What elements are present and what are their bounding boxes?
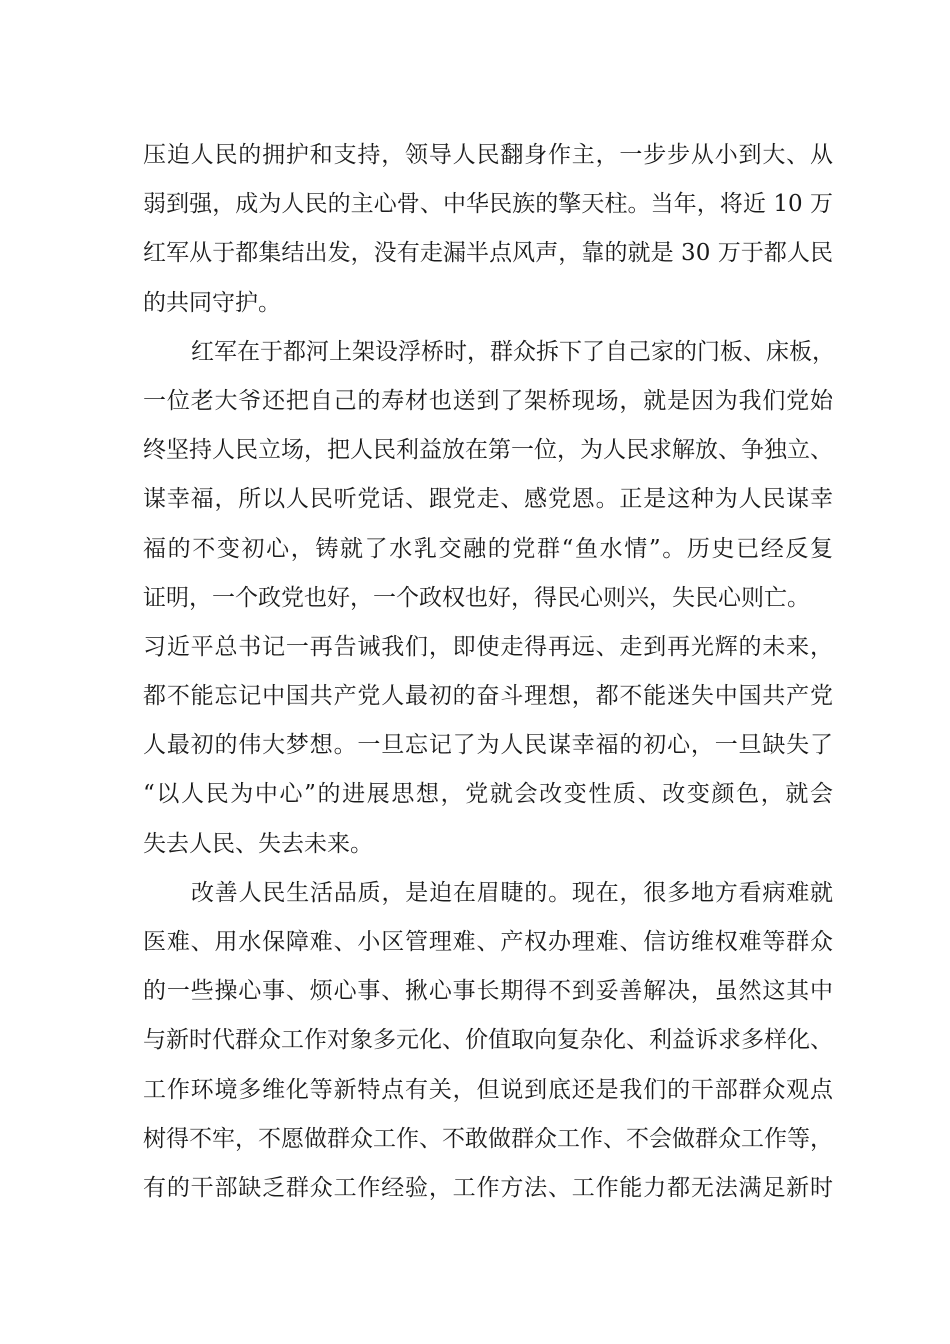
text-line: 谋幸福，所以人民听党话、跟党走、感党恩。正是这种为人民谋幸 <box>143 486 833 513</box>
text-line: 弱到强，成为人民的主心骨、中华民族的擎天柱。当年，将近 10 万 <box>143 191 833 218</box>
text-line: 人最初的伟大梦想。一旦忘记了为人民谋幸福的初心，一旦缺失了 <box>143 732 833 759</box>
text-line: 有的干部缺乏群众工作经验，工作方法、工作能力都无法满足新时 <box>143 1174 833 1201</box>
text-line: 与新时代群众工作对象多元化、价值取向复杂化、利益诉求多样化、 <box>143 1027 833 1054</box>
text-line: 证明，一个政党也好，一个政权也好，得民心则兴，失民心则亡。 <box>143 584 810 611</box>
text-line: 工作环境多维化等新特点有关，但说到底还是我们的干部群众观点 <box>143 1076 833 1103</box>
text-line: 压迫人民的拥护和支持，领导人民翻身作主，一步步从小到大、从 <box>143 142 833 168</box>
text-line: 失去人民、失去未来。 <box>143 830 373 857</box>
text-line: 红军从于都集结出发，没有走漏半点风声，靠的就是 30 万于都人民 <box>143 240 833 267</box>
text-line: 终坚持人民立场，把人民利益放在第一位，为人民求解放、争独立、 <box>143 437 833 464</box>
text-line: 习近平总书记一再告诫我们，即使走得再远、走到再光辉的未来， <box>143 633 833 660</box>
text-line: 的共同守护。 <box>143 289 281 316</box>
text-line: 改善人民生活品质，是迫在眉睫的。现在，很多地方看病难就 <box>191 879 833 906</box>
text-line: 的一些操心事、烦心事、揪心事长期得不到妥善解决，虽然这其中 <box>143 978 833 1005</box>
text-line: 树得不牢，不愿做群众工作、不敢做群众工作、不会做群众工作等， <box>143 1125 833 1152</box>
text-line: 一位老大爷还把自己的寿材也送到了架桥现场，就是因为我们党始 <box>143 387 833 414</box>
text-line: 红军在于都河上架设浮桥时，群众拆下了自己家的门板、床板， <box>191 338 835 365</box>
text-line: 医难、用水保障难、小区管理难、产权办理难、信访维权难等群众 <box>143 929 833 955</box>
text-line: 都不能忘记中国共产党人最初的奋斗理想，都不能迷失中国共产党 <box>143 683 833 710</box>
body-text <box>143 131 833 1213</box>
text-line: “以人民为中心”的进展思想，党就会改变性质、改变颜色，就会 <box>143 781 833 808</box>
text-line: 福的不变初心，铸就了水乳交融的党群“鱼水情”。历史已经反复 <box>143 535 833 562</box>
